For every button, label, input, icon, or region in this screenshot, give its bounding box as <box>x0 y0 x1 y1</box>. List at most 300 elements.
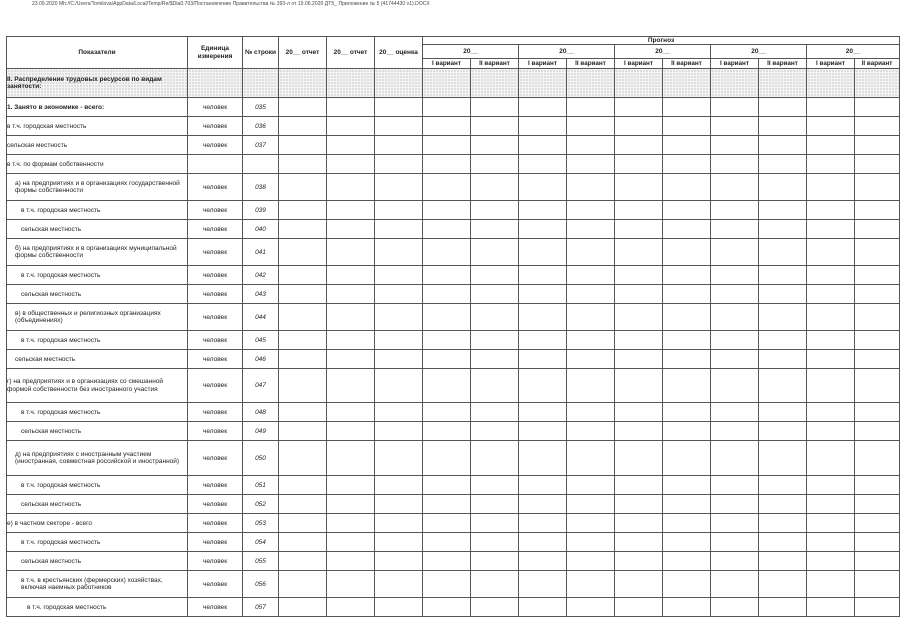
input-cell[interactable] <box>615 136 663 155</box>
input-cell[interactable] <box>711 403 759 422</box>
input-cell[interactable] <box>375 201 423 220</box>
input-cell[interactable] <box>711 571 759 598</box>
input-cell[interactable] <box>375 514 423 533</box>
input-cell[interactable] <box>375 571 423 598</box>
input-cell[interactable] <box>615 331 663 350</box>
input-cell[interactable] <box>855 495 900 514</box>
input-cell[interactable] <box>567 350 615 369</box>
input-cell[interactable] <box>567 285 615 304</box>
input-cell[interactable] <box>663 552 711 571</box>
input-cell[interactable] <box>375 117 423 136</box>
input-cell[interactable] <box>663 495 711 514</box>
input-cell[interactable] <box>423 422 471 441</box>
input-cell[interactable] <box>375 476 423 495</box>
input-cell[interactable] <box>711 422 759 441</box>
input-cell[interactable] <box>663 285 711 304</box>
input-cell[interactable] <box>519 422 567 441</box>
input-cell[interactable] <box>855 350 900 369</box>
input-cell[interactable] <box>615 304 663 331</box>
input-cell[interactable] <box>327 117 375 136</box>
input-cell[interactable] <box>567 422 615 441</box>
input-cell[interactable] <box>615 98 663 117</box>
input-cell[interactable] <box>615 266 663 285</box>
input-cell[interactable] <box>855 422 900 441</box>
input-cell[interactable] <box>519 201 567 220</box>
input-cell[interactable] <box>615 201 663 220</box>
input-cell[interactable] <box>759 350 807 369</box>
input-cell[interactable] <box>855 571 900 598</box>
input-cell[interactable] <box>519 174 567 201</box>
input-cell[interactable] <box>759 136 807 155</box>
input-cell[interactable] <box>471 155 519 174</box>
input-cell[interactable] <box>279 533 327 552</box>
input-cell[interactable] <box>567 533 615 552</box>
input-cell[interactable] <box>471 514 519 533</box>
input-cell[interactable] <box>375 533 423 552</box>
input-cell[interactable] <box>855 552 900 571</box>
input-cell[interactable] <box>759 174 807 201</box>
input-cell[interactable] <box>855 201 900 220</box>
input-cell[interactable] <box>519 117 567 136</box>
input-cell[interactable] <box>471 174 519 201</box>
input-cell[interactable] <box>711 552 759 571</box>
input-cell[interactable] <box>519 304 567 331</box>
input-cell[interactable] <box>519 476 567 495</box>
input-cell[interactable] <box>375 495 423 514</box>
input-cell[interactable] <box>663 403 711 422</box>
input-cell[interactable] <box>855 304 900 331</box>
input-cell[interactable] <box>471 476 519 495</box>
input-cell[interactable] <box>663 117 711 136</box>
input-cell[interactable] <box>615 598 663 617</box>
input-cell[interactable] <box>375 155 423 174</box>
input-cell[interactable] <box>759 369 807 403</box>
input-cell[interactable] <box>279 441 327 476</box>
input-cell[interactable] <box>615 174 663 201</box>
input-cell[interactable] <box>807 155 855 174</box>
input-cell[interactable] <box>711 285 759 304</box>
input-cell[interactable] <box>759 331 807 350</box>
input-cell[interactable] <box>615 403 663 422</box>
input-cell[interactable] <box>711 136 759 155</box>
input-cell[interactable] <box>855 117 900 136</box>
input-cell[interactable] <box>327 304 375 331</box>
input-cell[interactable] <box>711 155 759 174</box>
input-cell[interactable] <box>327 98 375 117</box>
input-cell[interactable] <box>375 598 423 617</box>
input-cell[interactable] <box>711 514 759 533</box>
input-cell[interactable] <box>471 304 519 331</box>
input-cell[interactable] <box>807 533 855 552</box>
input-cell[interactable] <box>567 441 615 476</box>
input-cell[interactable] <box>519 285 567 304</box>
input-cell[interactable] <box>711 476 759 495</box>
input-cell[interactable] <box>807 571 855 598</box>
input-cell[interactable] <box>567 369 615 403</box>
input-cell[interactable] <box>711 266 759 285</box>
input-cell[interactable] <box>279 136 327 155</box>
input-cell[interactable] <box>423 239 471 266</box>
input-cell[interactable] <box>663 441 711 476</box>
input-cell[interactable] <box>663 331 711 350</box>
input-cell[interactable] <box>807 350 855 369</box>
input-cell[interactable] <box>711 331 759 350</box>
input-cell[interactable] <box>423 98 471 117</box>
input-cell[interactable] <box>423 304 471 331</box>
input-cell[interactable] <box>711 201 759 220</box>
input-cell[interactable] <box>711 495 759 514</box>
input-cell[interactable] <box>759 495 807 514</box>
input-cell[interactable] <box>711 174 759 201</box>
input-cell[interactable] <box>759 422 807 441</box>
input-cell[interactable] <box>567 201 615 220</box>
input-cell[interactable] <box>327 201 375 220</box>
input-cell[interactable] <box>711 117 759 136</box>
input-cell[interactable] <box>663 155 711 174</box>
input-cell[interactable] <box>471 285 519 304</box>
input-cell[interactable] <box>807 495 855 514</box>
input-cell[interactable] <box>519 239 567 266</box>
input-cell[interactable] <box>423 201 471 220</box>
input-cell[interactable] <box>711 369 759 403</box>
input-cell[interactable] <box>663 201 711 220</box>
input-cell[interactable] <box>807 239 855 266</box>
input-cell[interactable] <box>519 495 567 514</box>
input-cell[interactable] <box>615 239 663 266</box>
input-cell[interactable] <box>663 571 711 598</box>
input-cell[interactable] <box>519 514 567 533</box>
input-cell[interactable] <box>567 304 615 331</box>
input-cell[interactable] <box>567 552 615 571</box>
input-cell[interactable] <box>327 403 375 422</box>
input-cell[interactable] <box>855 369 900 403</box>
input-cell[interactable] <box>615 514 663 533</box>
input-cell[interactable] <box>423 495 471 514</box>
input-cell[interactable] <box>855 220 900 239</box>
input-cell[interactable] <box>423 441 471 476</box>
input-cell[interactable] <box>663 476 711 495</box>
input-cell[interactable] <box>855 285 900 304</box>
input-cell[interactable] <box>759 285 807 304</box>
input-cell[interactable] <box>759 266 807 285</box>
input-cell[interactable] <box>375 331 423 350</box>
input-cell[interactable] <box>519 350 567 369</box>
input-cell[interactable] <box>279 98 327 117</box>
input-cell[interactable] <box>279 369 327 403</box>
input-cell[interactable] <box>855 476 900 495</box>
input-cell[interactable] <box>807 514 855 533</box>
input-cell[interactable] <box>471 598 519 617</box>
input-cell[interactable] <box>567 476 615 495</box>
input-cell[interactable] <box>615 533 663 552</box>
input-cell[interactable] <box>471 117 519 136</box>
input-cell[interactable] <box>855 514 900 533</box>
input-cell[interactable] <box>327 369 375 403</box>
input-cell[interactable] <box>279 331 327 350</box>
input-cell[interactable] <box>759 304 807 331</box>
input-cell[interactable] <box>375 285 423 304</box>
input-cell[interactable] <box>855 266 900 285</box>
input-cell[interactable] <box>663 304 711 331</box>
input-cell[interactable] <box>327 441 375 476</box>
input-cell[interactable] <box>759 403 807 422</box>
input-cell[interactable] <box>519 441 567 476</box>
input-cell[interactable] <box>423 174 471 201</box>
input-cell[interactable] <box>663 533 711 552</box>
input-cell[interactable] <box>471 331 519 350</box>
input-cell[interactable] <box>567 571 615 598</box>
input-cell[interactable] <box>663 350 711 369</box>
input-cell[interactable] <box>279 422 327 441</box>
input-cell[interactable] <box>855 98 900 117</box>
input-cell[interactable] <box>567 331 615 350</box>
input-cell[interactable] <box>807 266 855 285</box>
input-cell[interactable] <box>423 571 471 598</box>
input-cell[interactable] <box>759 155 807 174</box>
input-cell[interactable] <box>855 174 900 201</box>
input-cell[interactable] <box>663 174 711 201</box>
input-cell[interactable] <box>567 514 615 533</box>
input-cell[interactable] <box>519 266 567 285</box>
input-cell[interactable] <box>327 533 375 552</box>
input-cell[interactable] <box>759 514 807 533</box>
input-cell[interactable] <box>759 220 807 239</box>
input-cell[interactable] <box>711 98 759 117</box>
input-cell[interactable] <box>759 98 807 117</box>
input-cell[interactable] <box>423 514 471 533</box>
input-cell[interactable] <box>567 155 615 174</box>
input-cell[interactable] <box>855 155 900 174</box>
input-cell[interactable] <box>807 304 855 331</box>
input-cell[interactable] <box>807 136 855 155</box>
input-cell[interactable] <box>375 136 423 155</box>
input-cell[interactable] <box>519 155 567 174</box>
input-cell[interactable] <box>423 155 471 174</box>
input-cell[interactable] <box>519 369 567 403</box>
input-cell[interactable] <box>471 136 519 155</box>
input-cell[interactable] <box>615 220 663 239</box>
input-cell[interactable] <box>759 533 807 552</box>
input-cell[interactable] <box>855 239 900 266</box>
input-cell[interactable] <box>567 598 615 617</box>
input-cell[interactable] <box>279 285 327 304</box>
input-cell[interactable] <box>759 552 807 571</box>
input-cell[interactable] <box>807 598 855 617</box>
input-cell[interactable] <box>375 369 423 403</box>
input-cell[interactable] <box>519 98 567 117</box>
input-cell[interactable] <box>375 98 423 117</box>
input-cell[interactable] <box>615 369 663 403</box>
input-cell[interactable] <box>855 331 900 350</box>
input-cell[interactable] <box>279 220 327 239</box>
input-cell[interactable] <box>327 598 375 617</box>
input-cell[interactable] <box>327 220 375 239</box>
input-cell[interactable] <box>807 220 855 239</box>
input-cell[interactable] <box>375 266 423 285</box>
input-cell[interactable] <box>327 331 375 350</box>
input-cell[interactable] <box>423 285 471 304</box>
input-cell[interactable] <box>327 422 375 441</box>
input-cell[interactable] <box>471 495 519 514</box>
input-cell[interactable] <box>519 598 567 617</box>
input-cell[interactable] <box>711 239 759 266</box>
input-cell[interactable] <box>375 422 423 441</box>
input-cell[interactable] <box>279 350 327 369</box>
input-cell[interactable] <box>759 201 807 220</box>
input-cell[interactable] <box>279 403 327 422</box>
input-cell[interactable] <box>711 220 759 239</box>
input-cell[interactable] <box>615 552 663 571</box>
input-cell[interactable] <box>471 552 519 571</box>
input-cell[interactable] <box>663 422 711 441</box>
input-cell[interactable] <box>519 331 567 350</box>
input-cell[interactable] <box>663 98 711 117</box>
input-cell[interactable] <box>807 117 855 136</box>
input-cell[interactable] <box>711 533 759 552</box>
input-cell[interactable] <box>711 350 759 369</box>
input-cell[interactable] <box>567 266 615 285</box>
input-cell[interactable] <box>327 239 375 266</box>
input-cell[interactable] <box>471 369 519 403</box>
input-cell[interactable] <box>807 476 855 495</box>
input-cell[interactable] <box>663 598 711 617</box>
input-cell[interactable] <box>663 136 711 155</box>
input-cell[interactable] <box>423 533 471 552</box>
input-cell[interactable] <box>327 350 375 369</box>
input-cell[interactable] <box>327 495 375 514</box>
input-cell[interactable] <box>423 266 471 285</box>
input-cell[interactable] <box>327 571 375 598</box>
input-cell[interactable] <box>663 369 711 403</box>
input-cell[interactable] <box>855 136 900 155</box>
input-cell[interactable] <box>375 304 423 331</box>
input-cell[interactable] <box>759 476 807 495</box>
input-cell[interactable] <box>663 266 711 285</box>
input-cell[interactable] <box>711 304 759 331</box>
input-cell[interactable] <box>663 220 711 239</box>
input-cell[interactable] <box>471 201 519 220</box>
input-cell[interactable] <box>615 441 663 476</box>
input-cell[interactable] <box>375 174 423 201</box>
input-cell[interactable] <box>423 369 471 403</box>
input-cell[interactable] <box>615 117 663 136</box>
input-cell[interactable] <box>423 350 471 369</box>
input-cell[interactable] <box>375 220 423 239</box>
input-cell[interactable] <box>471 441 519 476</box>
input-cell[interactable] <box>807 98 855 117</box>
input-cell[interactable] <box>615 422 663 441</box>
input-cell[interactable] <box>519 403 567 422</box>
input-cell[interactable] <box>615 285 663 304</box>
input-cell[interactable] <box>327 552 375 571</box>
input-cell[interactable] <box>471 403 519 422</box>
input-cell[interactable] <box>567 98 615 117</box>
input-cell[interactable] <box>279 598 327 617</box>
input-cell[interactable] <box>759 239 807 266</box>
input-cell[interactable] <box>471 571 519 598</box>
input-cell[interactable] <box>423 117 471 136</box>
input-cell[interactable] <box>807 201 855 220</box>
input-cell[interactable] <box>855 533 900 552</box>
input-cell[interactable] <box>519 220 567 239</box>
input-cell[interactable] <box>615 571 663 598</box>
input-cell[interactable] <box>423 331 471 350</box>
input-cell[interactable] <box>327 266 375 285</box>
input-cell[interactable] <box>423 136 471 155</box>
input-cell[interactable] <box>759 441 807 476</box>
input-cell[interactable] <box>711 598 759 617</box>
input-cell[interactable] <box>759 571 807 598</box>
input-cell[interactable] <box>663 514 711 533</box>
input-cell[interactable] <box>519 552 567 571</box>
input-cell[interactable] <box>807 369 855 403</box>
input-cell[interactable] <box>711 441 759 476</box>
input-cell[interactable] <box>279 239 327 266</box>
input-cell[interactable] <box>375 350 423 369</box>
input-cell[interactable] <box>327 174 375 201</box>
input-cell[interactable] <box>471 350 519 369</box>
input-cell[interactable] <box>279 155 327 174</box>
input-cell[interactable] <box>327 514 375 533</box>
input-cell[interactable] <box>519 533 567 552</box>
input-cell[interactable] <box>279 495 327 514</box>
input-cell[interactable] <box>567 174 615 201</box>
input-cell[interactable] <box>279 552 327 571</box>
input-cell[interactable] <box>471 98 519 117</box>
input-cell[interactable] <box>327 136 375 155</box>
input-cell[interactable] <box>615 350 663 369</box>
input-cell[interactable] <box>423 476 471 495</box>
input-cell[interactable] <box>279 476 327 495</box>
input-cell[interactable] <box>279 514 327 533</box>
input-cell[interactable] <box>759 598 807 617</box>
input-cell[interactable] <box>807 552 855 571</box>
input-cell[interactable] <box>567 403 615 422</box>
input-cell[interactable] <box>471 266 519 285</box>
input-cell[interactable] <box>567 136 615 155</box>
input-cell[interactable] <box>807 403 855 422</box>
input-cell[interactable] <box>279 174 327 201</box>
input-cell[interactable] <box>327 285 375 304</box>
input-cell[interactable] <box>855 441 900 476</box>
input-cell[interactable] <box>615 155 663 174</box>
input-cell[interactable] <box>567 117 615 136</box>
input-cell[interactable] <box>567 495 615 514</box>
input-cell[interactable] <box>759 117 807 136</box>
input-cell[interactable] <box>519 136 567 155</box>
input-cell[interactable] <box>615 476 663 495</box>
input-cell[interactable] <box>279 117 327 136</box>
input-cell[interactable] <box>279 304 327 331</box>
input-cell[interactable] <box>327 155 375 174</box>
input-cell[interactable] <box>471 422 519 441</box>
input-cell[interactable] <box>423 220 471 239</box>
input-cell[interactable] <box>807 331 855 350</box>
input-cell[interactable] <box>471 239 519 266</box>
input-cell[interactable] <box>423 552 471 571</box>
input-cell[interactable] <box>807 174 855 201</box>
input-cell[interactable] <box>855 598 900 617</box>
input-cell[interactable] <box>663 239 711 266</box>
input-cell[interactable] <box>471 533 519 552</box>
input-cell[interactable] <box>471 220 519 239</box>
input-cell[interactable] <box>807 441 855 476</box>
input-cell[interactable] <box>567 220 615 239</box>
input-cell[interactable] <box>279 571 327 598</box>
input-cell[interactable] <box>807 285 855 304</box>
input-cell[interactable] <box>615 495 663 514</box>
input-cell[interactable] <box>519 571 567 598</box>
